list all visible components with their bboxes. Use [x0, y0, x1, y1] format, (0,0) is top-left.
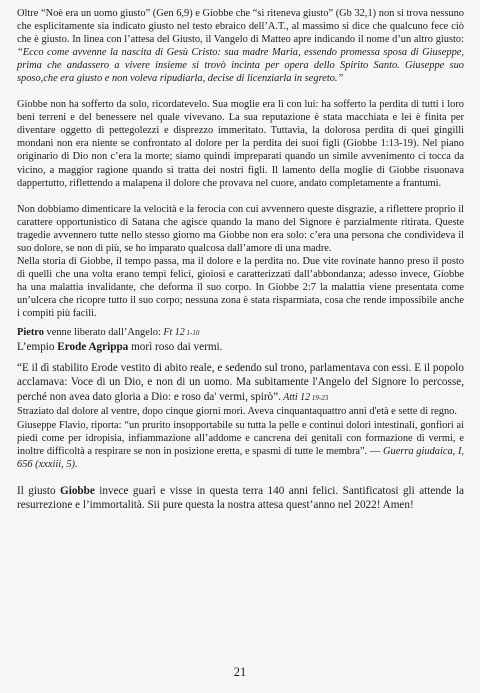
acts-quote-paragraph [17, 361, 464, 406]
flavius-text: Giuseppe Flavio, riporta: “un prurito insopportabile su tutta la pelle e continui dolori intestinali, gonfiori ai piedi come per idropisia, infiammazione all’addome e cancrena dei genitali con formazione di vermi, e inoltre difficoltà a respirare se non in posizione eretta, e spasmi di tutte le membra”. — [17, 419, 464, 457]
erode-pre: L’empio [17, 341, 58, 354]
flavius-ref: Guerra giudaica, I, 656 (xxxiii, 5). [17, 445, 465, 470]
pietro-line [17, 326, 464, 340]
pietro-ref: Ft 12 [163, 327, 185, 339]
acts-refnum: 19-23 [310, 393, 329, 402]
pietro-refnum: 1-10 [184, 329, 200, 338]
pietro-text: venne liberato dall’Angelo: [43, 327, 164, 339]
acts-quote: “E il dì stabilito Erode vestito di abito reale, e sedendo sul trono, parlamentava con essi. E il popolo acclamava: Voce di un Dio, e non di un uomo. Ma subitamente l'Angelo del Signore lo percosse, perché non avea dato gloria a Dio: e roso da' vermi, spirò”. [17, 361, 464, 403]
page-number: 21 [233, 665, 247, 679]
paragraph-herod-death: Straziato dal dolore al ventre, dopo cinque giorni morì. Aveva cinquantaquattro anni d'età e sette di regno. [17, 406, 457, 418]
conclusion-name: Giobbe [60, 484, 95, 497]
paragraph-disgraces: Non dobbiamo dimenticare la velocità e la ferocia con cui avvennero queste disgrazie, a riflettere proprio il carattere opportunistico di Satana che agisce quando la mano del Signore è parzialmente ritirata. Queste tragedie avvennero tutte nello stesso giorno ma Giobbe non era solo: c’era una persona che condivideva il suo dolore, se non di più, se ho imparato qualcosa dall’amore di una madre. [17, 203, 464, 254]
paragraph-flavius [17, 419, 464, 471]
paragraph-job-wife: Giobbe non ha sofferto da solo, ricordatevelo. Sua moglie era lì con lui: ha sofferto la perdita di tutti i loro beni terreni e del benessere nel quale vivevano. La sua reputazione è stata macchiata e lei è finita per diventare oggetto di pettegolezzi e disprezzo immeritato. Tuttavia, la dolorosa perdita di quei gingilli mondani non era niente se confrontato al dolore per la perdita dei suoi figli (Giobbe 1:13-19). Nel piano originario di Dio non c’era la morte; siamo quindi impreparati quando un simile avvenimento ci tocca da vicino, a maggior ragione quando si tratta dei nostri figli. Il lamento della moglie di Giobbe risuonava dappertutto, riflettendo a malapena il dolore che provava nel cuore, andato completamente a frantumi. [17, 99, 464, 189]
matthew-quote: “Ecco come avvenne la nascita di Gesù Cristo: sua madre Maria, essendo promessa sposa di Giuseppe, prima che andassero a vivere insieme si trovò incinta per opera dello Spirito Santo. Giuseppe suo sposo,che era giusto e non voleva ripudiarla, decise di licenziarla in segreto.” [17, 47, 464, 85]
paragraph-righteous [17, 7, 464, 85]
erode-post: morì roso dai vermi. [128, 341, 223, 354]
erode-name: Erode Agrippa [57, 341, 129, 354]
pietro-name: Pietro [17, 327, 44, 339]
conclusion-pre: Il giusto [17, 484, 61, 497]
acts-ref: Atti 12 [280, 391, 311, 403]
paragraph-righteous-text: Oltre “Noè era un uomo giusto” (Gen 6,9) e Giobbe che “si riteneva giusto” (Gb 32,1) non si trova nessuno che esplicitamente sia indicato giusto nel testo ebraico dell’A.T., al massimo si dice che qualcuno fece ciò che è giusto. In linea con l’attesa del Giusto, il Vangelo di Matteo apre indicando il nome d’un altro giusto: [17, 8, 464, 46]
erode-line [17, 340, 464, 355]
conclusion-post: invece guarì e visse in questa terra 140 anni felici. Santificatosi gli attende la resurrezione e l’immortalità. Sii pure questa la nostra attesa quest’anno nel 2022! Amen! [17, 484, 464, 512]
paragraph-time-passes: Nella storia di Giobbe, il tempo passa, ma il dolore e la perdita no. Due vite rovinate hanno preso il posto di quelli che una volta erano tempi felici, gioiosi e caratterizzati dall’abbondanza; adesso invece, Giobbe ha una malattia invalidante, che deforma il suo corpo. In Giobbe 2:7 la malattia viene presentata come un’ulcera che ricopre tutto il suo corpo; nessuna zona è stata risparmiata, cosa che rende impossibile anche i compiti più facili. [17, 255, 464, 319]
paragraph-conclusion [17, 484, 464, 513]
